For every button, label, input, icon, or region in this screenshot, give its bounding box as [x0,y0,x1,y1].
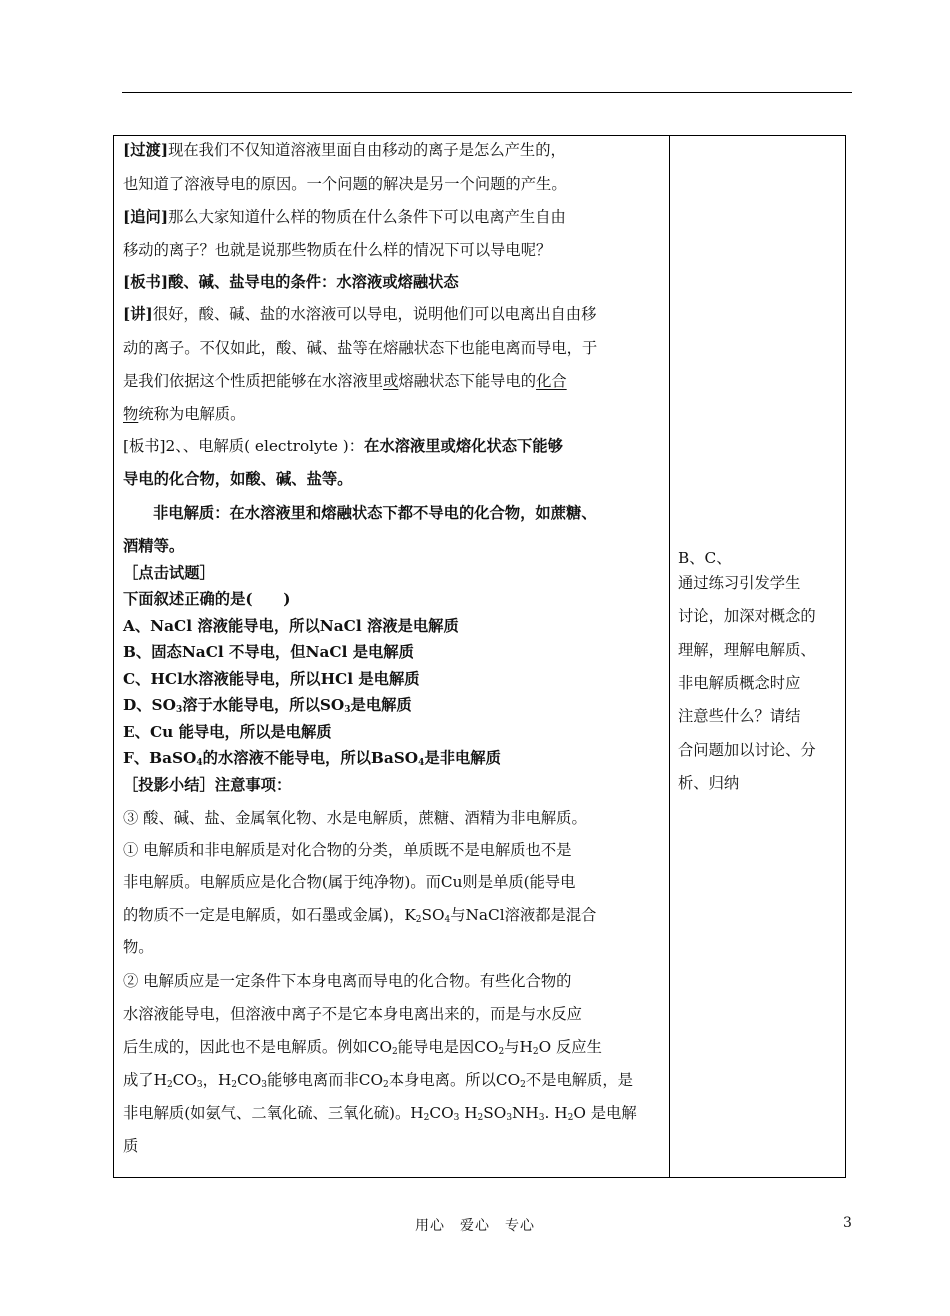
quiz-option-b: B、固态NaCl 不导电，但NaCl 是电解质 [123,643,414,661]
board-note-electrolyte-2: 导电的化合物，如酸、碱、盐等。 [123,470,353,488]
lecture-line-1: [讲]很好，酸、碱、盐的水溶液可以导电，说明他们可以电离出自由移 [123,305,597,323]
quiz-title: ［点击试题］ [123,564,215,582]
lecture-line-3: 是我们依据这个性质把能够在水溶液里或熔融状态下能导电的化合 [123,372,567,390]
side-note-line-4: 非电解质概念时应 [678,674,801,692]
lecture-line-4: 物统称为电解质。 [123,405,246,423]
quiz-option-d: D、$SO_3$溶于水能导电，所以$SO_3$是电解质 [123,696,412,715]
note-1: ③ 酸、碱、盐、金属氧化物、水是电解质，蔗糖、酒精为非电解质。 [123,809,587,827]
quiz-option-e: E、Cu 能导电，所以是电解质 [123,723,332,741]
transition-line-1: [过渡]现在我们不仅知道溶液里面自由移动的离子是怎么产生的， [123,141,566,159]
note-2-line-3: 的物质不一定是电解质，如石墨或金属)，$K_2SO_4$与NaCl溶液都是混合 [123,906,597,925]
quiz-option-a: A、NaCl 溶液能导电，所以NaCl 溶液是电解质 [123,617,459,635]
note-3-line-3: 后生成的，因此也不是电解质。例如$CO_2$能导电是因$CO_2$与$H_2O$ 反应生 [123,1038,602,1057]
question-line-1: [追问]那么大家知道什么样的物质在什么条件下可以电离产生自由 [123,208,566,226]
lecture-line-2: 动的离子。不仅如此，酸、碱、盐等在熔融状态下也能电离而导电，于 [123,339,598,357]
note-3-line-6: 质 [123,1137,139,1155]
note-2-line-4: 物。 [123,938,154,956]
footer-motto: 用心 爱心 专心 [415,1218,535,1234]
note-2-line-1: ① 电解质和非电解质是对化合物的分类，单质既不是电解质也不是 [123,841,572,859]
non-electrolyte-line-1: 非电解质：在水溶液里和熔融状态下都不导电的化合物，如蔗糖、 [153,504,597,522]
note-3-line-2: 水溶液能导电，但溶液中离子不是它本身电离出来的，而是与水反应 [123,1005,582,1023]
question-line-2: 移动的离子？也就是说那些物质在什么样的情况下可以导电呢？ [123,241,552,259]
quiz-answer: B、C、 [678,549,732,567]
transition-line-2: 也知道了溶液导电的原因。一个问题的解决是另一个问题的产生。 [123,175,567,193]
non-electrolyte-line-2: 酒精等。 [123,537,185,555]
summary-title: ［投影小结］注意事项： [123,776,292,794]
note-3-line-5: 非电解质(如氨气、二氧化硫、三氧化硫)。$H_2CO_3$ $H_2SO_3NH_3$. $H_2O$ 是电解 [123,1104,637,1123]
note-3-line-4: 成了$H_2CO_3$，$H_2CO_3$能够电离而非$CO_2$本身电离。所以$CO_2$不是电解质，是 [123,1071,633,1090]
side-note-line-7: 析、归纳 [678,774,740,792]
page-number: 3 [843,1215,852,1231]
note-3-line-1: ② 电解质应是一定条件下本身电离而导电的化合物。有些化合物的 [123,972,572,990]
side-note-line-5: 注意些什么？请结 [678,707,801,725]
lesson-table [113,135,846,1178]
column-divider [669,136,670,1177]
quiz-option-c: C、HCl水溶液能导电，所以HCl 是电解质 [123,670,420,688]
header-rule [122,92,852,93]
board-note-conditions: [板书]酸、碱、盐导电的条件：水溶液或熔融状态 [123,273,459,291]
side-note-line-1: 通过练习引发学生 [678,574,801,592]
quiz-option-f: F、BaSO$_4$的水溶液不能导电，所以BaSO$_4$是非电解质 [123,749,501,768]
side-note-line-6: 合问题加以讨论、分 [678,741,816,759]
board-note-electrolyte-1: [板书]2、、电解质( electrolyte )：在水溶液里或熔化状态下能够 [123,437,563,455]
quiz-question: 下面叙述正确的是( ) [123,590,291,608]
side-note-line-3: 理解，理解电解质、 [678,641,816,659]
note-2-line-2: 非电解质。电解质应是化合物(属于纯净物)。而Cu则是单质(能导电 [123,873,576,891]
side-note-line-2: 讨论，加深对概念的 [678,607,816,625]
